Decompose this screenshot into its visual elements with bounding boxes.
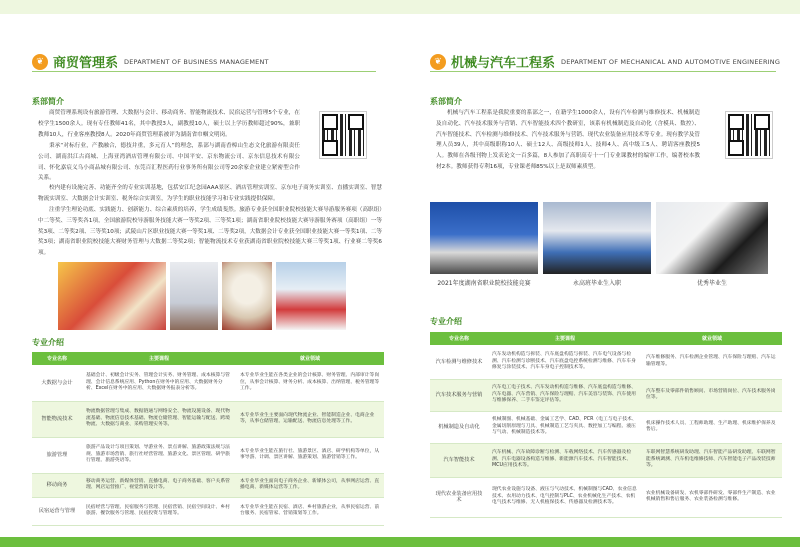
intro-paragraph-1: 机械与汽车工程系是我院重要的系部之一，在籍学生1000余人，设有汽车检测与维修技术、机械制造及自动化、汽车技术服务与营销、汽车智能技术四个教研室，该系有机械制造及自动化（含模具、数控）、汽车智能技术、汽车检测与维修技术、汽车技术服务与营销、现代农业装备应用技术等专业。现有教学及管理人员39人，其中高级职称10人、硕士12人、高级技师1人、技师4人、高中级工5人、聘请客座教授5人。教师在各级刊物上发表论文一百多篇，8人参加了高职高专十一门专业课教材的编审工作，编著校本教材2本。教师获得专利16项，专业课老师85%以上是双师素质型。	[436, 110, 700, 170]
intro-heading: 系部简介	[430, 97, 462, 106]
major-courses: 移动商务运营、新媒体营销、直播电商、电子商务基础、客户关系管理、网店运营推广、视觉营销设计等。	[82, 473, 236, 497]
major-courses: 现代农业设施与设备、液压与气动技术、机械制图与CAD、农业信息技术、农用动力技术、电气控制与PLC、农业机械化生产技术、农机电气技术与维修、无人机植保技术、传感器及检测技术等。	[488, 477, 642, 517]
leaf-icon: ❦	[32, 54, 48, 70]
intro-paragraph-1: 商贸管理系现设有旅游管理、大数据与会计、移动商务、智能物流技术、民宿运营与管理5个专业，在校学生1500余人。现有专任教师41名，其中教授3人，副教授10人，硕士以上学历教师超过90%，兼职教师10人，行业客座教授8人。2020年商贸管理系被评为湖南省巾帼文明岗。	[38, 110, 300, 138]
major-name: 智能物流技术	[32, 401, 82, 437]
major-name: 民宿运营与管理	[32, 497, 82, 525]
major-career: 机床操作技术人员、工程师助理、生产助理、机床维护保养及售后。	[642, 411, 782, 443]
top-band	[400, 0, 800, 14]
photo-caption: 永高班毕业生入职	[572, 280, 621, 287]
table-row	[430, 345, 782, 379]
col-header-major: 专业名称	[430, 332, 488, 345]
major-courses: 民宿经营与管理、民宿服务与管理、民宿营销、民宿空间设计、乡村旅游、餐饮服务与管理、民宿投资与管理等。	[82, 497, 236, 525]
section-header	[32, 52, 269, 71]
bottom-band	[0, 537, 400, 547]
page-title-en: DEPARTMENT OF BUSINESS MANAGEMENT	[124, 57, 269, 66]
ink-painting-photo	[222, 262, 272, 330]
intro-paragraph-3: 校内建有设施完善、功能齐全的专业实训基地，包括安江纪念园AAA景区、酒店管理实训室、京东电子商务实训室、直播实训室、智慧物流实训室、大数据会计实训室、税务综合实训室，为学生的职业技能学习和专业实践提供保障。	[38, 185, 382, 202]
leaf-icon: ❦	[430, 54, 446, 70]
major-courses: 基础会计、初级会计实务、管理会计实务、财务管理、成本核算与管理、会计信息系统应用、Python在财务中的应用、大数据财务分析、Excel在财务中的应用、大数据财务报表分析等。	[82, 365, 236, 401]
table-row	[430, 379, 782, 411]
major-career: 汽车维修服务、汽车检测企业管理、汽车保险与理赔、汽车运输管理等。	[642, 345, 782, 379]
col-header-major: 专业名称	[32, 352, 82, 365]
major-heading: 专业介绍	[32, 338, 64, 347]
students-photo	[58, 262, 166, 330]
table-row	[32, 365, 384, 401]
table-row	[32, 437, 384, 473]
major-table	[430, 332, 782, 518]
top-band	[0, 0, 400, 14]
major-name: 现代农业装备应用技术	[430, 477, 488, 517]
major-courses: 汽车机械、汽车故障诊断与检测、车载网络技术、汽车传感器及检测、汽车电器设备构造与维修、新能源汽车技术、汽车智能技术、MCU应用技术等。	[488, 443, 642, 477]
major-career: 车联网智慧系统研发助理、汽车智能产品研发助理、车联网智能系统调测、汽车机电维修技师、汽车智能电子产品改装技师等。	[642, 443, 782, 477]
qr-code[interactable]	[726, 112, 772, 158]
major-heading: 专业介绍	[430, 317, 462, 326]
photo-caption: 优秀毕业生	[696, 280, 727, 287]
major-name: 汽车智能技术	[430, 443, 488, 477]
major-courses: 物流数据管理与集成、数据链通与网络安全、物流设施设备、现代物流基础、物流信息技术基础、物流仓储管理、智能运输与配送、跨境物流、大数据与商业、采购管理实务等。	[82, 401, 236, 437]
section-header	[430, 52, 780, 71]
divider	[32, 71, 376, 72]
major-name: 大数据与会计	[32, 365, 82, 401]
qr-code[interactable]	[320, 112, 366, 158]
intro-paragraph-4: 注重学生理论功底、实践能力、创新能力、综合素质的培养，学生成绩斐然。旅游专业获全国职业院校技能大赛导游服务赛项（高职组）中二等奖、三等奖各1项，全国旅游院校导游服务技能大赛一等奖2项、三等奖1项；湖南省职业院校技能大赛导游服务赛项（高职组）一等奖3项、二等奖2项、三等奖10项；武陵山片区职业技能大赛一等奖1项、二等奖2项，大数据会计专业获全国职业技能大赛一等奖1项、二等奖3项；湖南省职业院校技能大赛财务管理与大数据二等奖2项；智能物流技术专业获湖南省职业院校技能大赛三等奖1项、行业赛二等奖6项。	[38, 207, 382, 257]
bottom-band	[400, 537, 800, 547]
major-career: 本专业毕业生能在民宿、酒店、乡村旅游企业，从事民宿运营、前台服务、民宿管家、营销策划等工作。	[236, 497, 384, 525]
intro-paragraph-2: 秉承“对标行业，产教融合，德技并重，多元育人”的理念，系部与湖南香樟山生态文化旅游有限责任公司、湖南洪江古商城、上海亚湾酒店管理有限公司、中国平安、京东物流公司、京东信息技术有限公司、怀化嘉宸义乌小商品城有限公司、东莞百汇程医药行业事务所有限公司等20余家企业建立紧密型合作关系。	[38, 143, 300, 182]
divider	[430, 71, 776, 72]
col-header-career: 就业领域	[642, 332, 782, 345]
page-title: 商贸管理系	[53, 56, 119, 71]
graduate-at-desk-photo	[656, 202, 768, 274]
major-career: 汽车整车及零部件销售顾问、市场营销岗位、汽车技术服务岗位等。	[642, 379, 782, 411]
major-career: 本专业毕业生面向电子商务企业、新媒体公司，从事网店运营、直播电商、新媒体运营等工作。	[236, 473, 384, 497]
table-row	[430, 443, 782, 477]
major-table	[32, 352, 384, 526]
competition-photo	[430, 202, 538, 274]
right-page	[400, 0, 800, 547]
major-name: 旅游管理	[32, 437, 82, 473]
major-name: 移动商务	[32, 473, 82, 497]
team-photo	[276, 262, 346, 330]
major-career: 农业机械设备研发、农机零部件研发、零部件生产制造、农业机械销售和售后服务、农业装备检测与维修。	[642, 477, 782, 517]
intro-heading: 系部简介	[32, 97, 64, 106]
major-courses: 旅游产品设计与项目策划、导游业务、景点讲解、旅游政策法规与法规、旅游市场营销、旅行社经营管理、旅游文化、景区管理、研学旅行管理、旅游英语等。	[82, 437, 236, 473]
photo-caption: 2021年度湖南省职业院校技能竞赛	[437, 280, 531, 287]
major-name: 汽车技术服务与营销	[430, 379, 488, 411]
major-courses: 机械制图、机械基础、金属工艺学、CAD、PCR（电工与电子技术、金属切削原理与刀具、机械制造工艺与夹具、数控加工与编程、液压与气动、机械制造技术等。	[488, 411, 642, 443]
table-row	[32, 401, 384, 437]
major-name: 汽车检测与维修技术	[430, 345, 488, 379]
major-name: 机械制造及自动化	[430, 411, 488, 443]
col-header-career: 就业领域	[236, 352, 384, 365]
table-row	[430, 477, 782, 517]
major-career: 本专业毕业生能在各类企业的会计核算、财务管理、内部审计等岗位，从事会计核算、财务分析、成本核算、出纳管理、税务管理等工作。	[236, 365, 384, 401]
page-title: 机械与汽车工程系	[451, 56, 556, 71]
col-header-courses: 主要课程	[488, 332, 642, 345]
table-row	[32, 473, 384, 497]
graduates-photo	[543, 202, 651, 274]
major-career: 本专业毕业生主要面向现代物流企业、智能制造企业、电商企业等，从事仓储管理、运输配送、物流信息处理等工作。	[236, 401, 384, 437]
page-title-en: DEPARTMENT OF MECHANICAL AND AUTOMOTIVE ENGINEERING	[561, 57, 781, 66]
table-row	[430, 411, 782, 443]
table-row	[32, 497, 384, 525]
major-courses: 汽车电工电子技术、汽车发动机构造与维修、汽车底盘构造与维修、汽车电器、汽车营销、汽车保险与理赔、汽车美容与装饰、汽车使用与维修保养、二手车鉴定评估等。	[488, 379, 642, 411]
major-courses: 汽车发动机构造与拆装、汽车底盘构造与拆装、汽车电气设备与检测、汽车检测与诊断技术、汽车底盘电控系统检测与维修、汽车车身修复与涂装技术、汽车车身电子控制技术等。	[488, 345, 642, 379]
major-career: 本专业毕业生能在旅行社、旅游景区、酒店、研学机构等单位，从事导游、计调、景区讲解、旅游策划、旅游营销等工作。	[236, 437, 384, 473]
student-presentation-photo	[170, 262, 218, 330]
col-header-courses: 主要课程	[82, 352, 236, 365]
